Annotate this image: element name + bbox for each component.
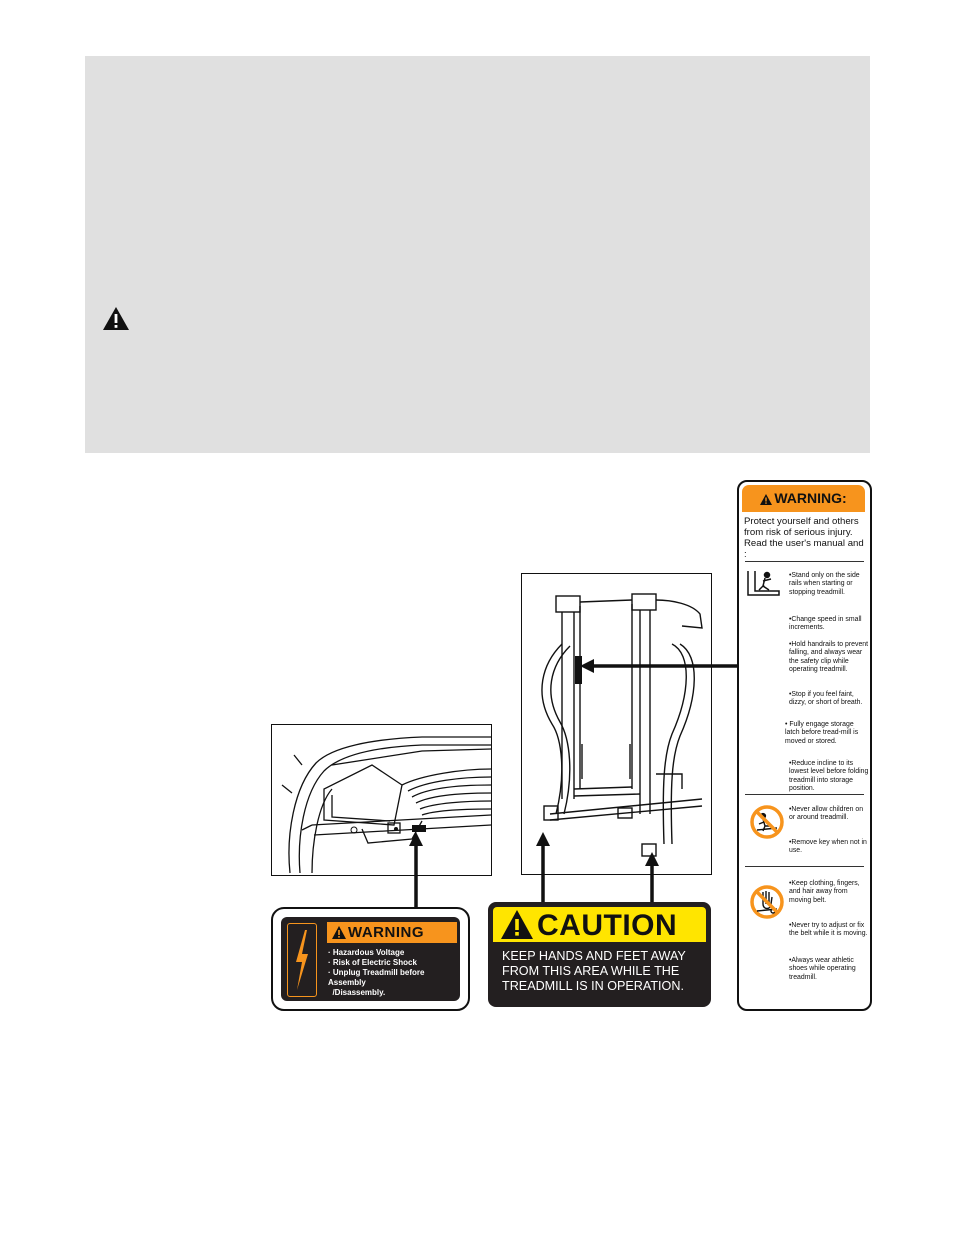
caution-header xyxy=(493,907,706,942)
warning-item: •Hold handrails to prevent falling, and always wear the safety clip while operating treadmill. xyxy=(789,641,869,673)
caution-text: KEEP HANDS AND FEET AWAY FROM THIS AREA WHILE THE TREADMILL IS IN OPERATION. xyxy=(502,949,686,993)
treadmill-warning-label xyxy=(737,480,872,1011)
electrical-warning-list xyxy=(328,948,460,998)
electrical-warning-header xyxy=(327,922,457,943)
electrical-warning-item: · Hazardous Voltage xyxy=(328,948,405,957)
pointer-arrows xyxy=(400,650,745,910)
warning-item: •Never allow children on or around treadmill. xyxy=(789,806,864,822)
warning-item: •Always wear athletic shoes while operating treadmill. xyxy=(789,957,856,981)
warning-triangle-icon xyxy=(332,926,346,939)
lightning-bolt-icon xyxy=(287,923,317,997)
divider xyxy=(745,561,864,562)
info-panel xyxy=(85,56,870,453)
warning-item: •Remove key when not in use. xyxy=(789,839,867,855)
warning-item: •Reduce incline to its lowest level before folding treadmill into storage position. xyxy=(789,760,869,792)
electrical-warning-label xyxy=(271,907,470,1011)
electrical-warning-item: · Risk of Electric Shock xyxy=(328,958,417,967)
electrical-warning-title: WARNING xyxy=(348,924,424,941)
warning-item: •Change speed in small increments. xyxy=(789,616,862,632)
warning-item: •Stop if you feel faint, dizzy, or short of breath. xyxy=(789,691,863,707)
warning-item: • Fully engage storage latch before tread-mill is moved or stored. xyxy=(785,721,859,745)
no-hands-belt-icon xyxy=(749,884,785,920)
electrical-label-body xyxy=(281,917,460,1001)
warning-item: •Stand only on the side rails when starting or stopping treadmill. xyxy=(789,572,860,596)
caution-title: CAUTION xyxy=(537,909,678,942)
warning-item: •Never try to adjust or fix the belt while it is moving. xyxy=(789,922,868,938)
caution-label xyxy=(488,902,711,1007)
warning-item: •Keep clothing, fingers, and hair away from moving belt. xyxy=(789,880,860,904)
electrical-warning-item: /Disassembly. xyxy=(328,988,386,997)
no-children-icon xyxy=(749,804,785,840)
electrical-warning-item: · Unplug Treadmill before Assembly xyxy=(328,968,425,987)
warning-triangle-icon xyxy=(501,910,533,939)
warning-intro: Protect yourself and others from risk of serious injury. Read the user's manual and : xyxy=(744,516,864,560)
divider xyxy=(745,866,864,867)
side-rail-icon xyxy=(745,568,781,598)
divider xyxy=(745,794,864,795)
warning-label-header xyxy=(742,485,865,512)
warning-triangle-icon xyxy=(760,494,772,505)
warning-triangle-icon xyxy=(102,306,130,331)
warning-header-text: WARNING: xyxy=(774,490,847,506)
